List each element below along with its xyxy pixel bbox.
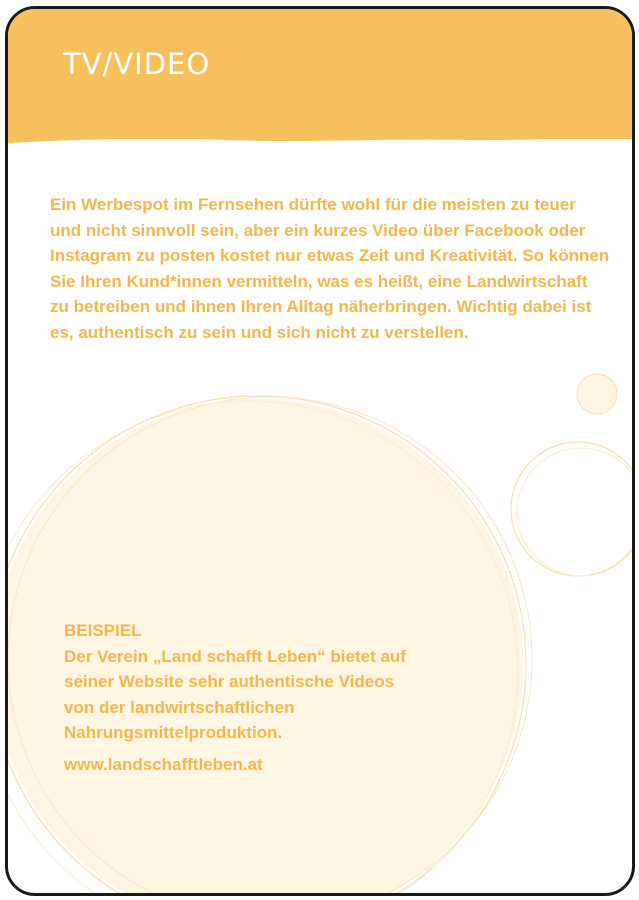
header-brush-edge	[8, 129, 632, 143]
intro-text: Ein Werbespot im Fernsehen dürfte wohl für die meisten zu teuer und nicht sinnvoll sein, aber ein kurzes Video über Facebook oder Instagram zu posten kostet nur etwas Zeit und Kreativität. So können Sie Ihren Kund*innen vermitteln, was es heißt, eine Landwirtschaft zu betreiben und ihnen Ihren Alltag näherbringen. Wichtig dabei ist es, authentisch zu sein und sich nicht zu verstellen.	[50, 195, 610, 342]
medium-circle-ring	[517, 448, 632, 576]
example-section	[64, 618, 484, 777]
info-card	[5, 6, 635, 896]
example-text: Der Verein „Land schafft Leben“ bietet auf seiner Website sehr authentische Videos von der landwirtschaftlichen Nahrungsmittelproduktion.	[64, 646, 406, 742]
small-circle	[577, 374, 617, 414]
page-title: TV/VIDEO	[63, 47, 211, 81]
example-heading: BEISPIEL	[64, 621, 142, 640]
website-link[interactable]: www.landschafftleben.at	[64, 754, 263, 774]
medium-circle	[511, 442, 632, 576]
